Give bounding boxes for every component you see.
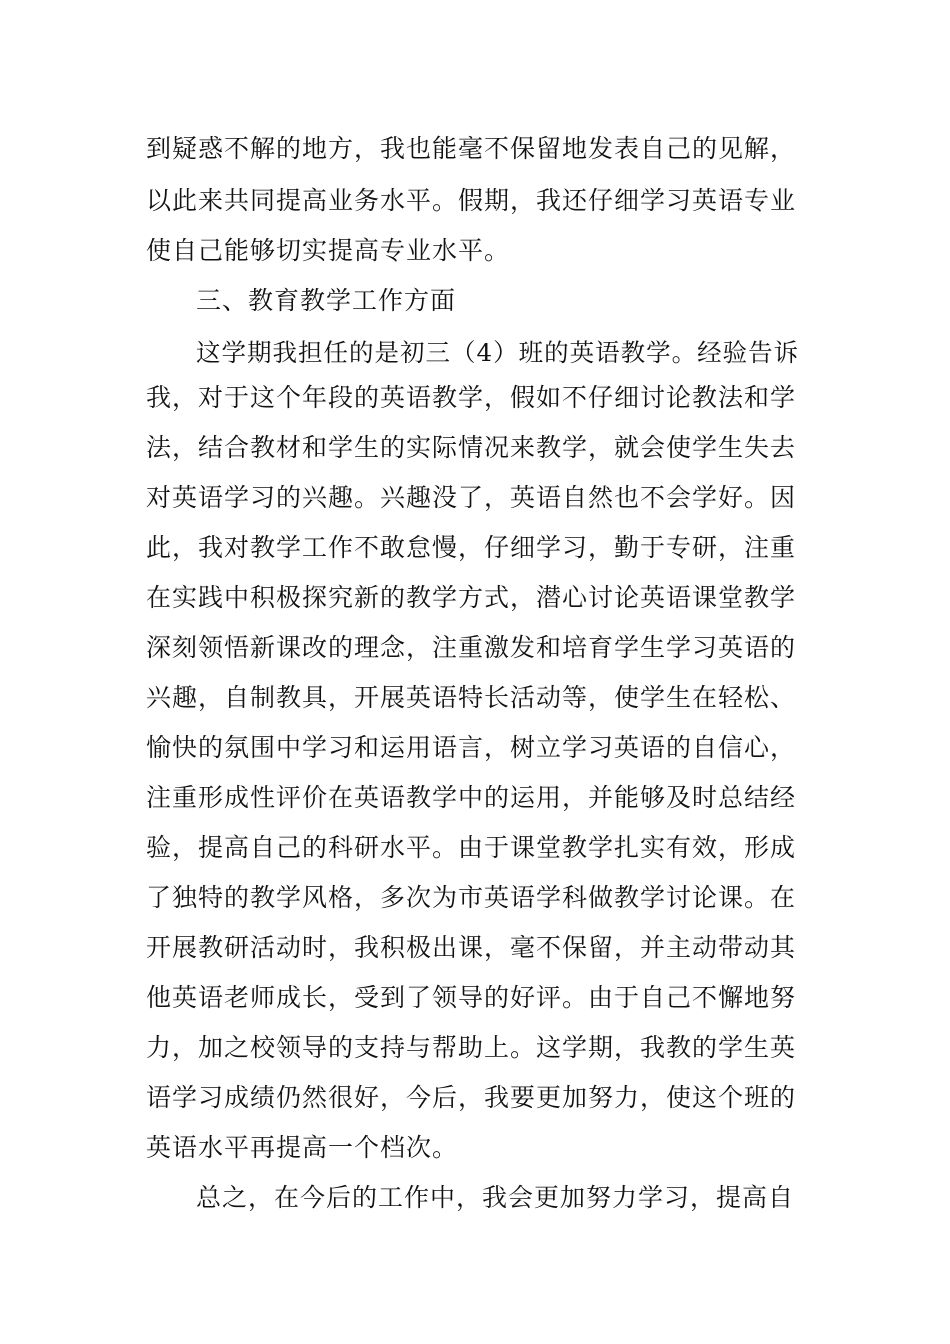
text-line: 兴趣，自制教具，开展英语特长活动等，使学生在轻松、 xyxy=(146,683,797,712)
text-line: 验，提高自己的科研水平。由于课堂教学扎实有效，形成 xyxy=(146,833,797,862)
text-line: 愉快的氛围中学习和运用语言，树立学习英语的自信心， xyxy=(146,733,797,762)
text-line: 注重形成性评价在英语教学中的运用，并能够及时总结经 xyxy=(146,783,797,812)
text-line: 力，加之校领导的支持与帮助上。这学期，我教的学生英 xyxy=(146,1033,797,1062)
text-line: 了独特的教学风格，多次为市英语学科做教学讨论课。在 xyxy=(146,883,797,912)
text-line: 法，结合教材和学生的实际情况来教学，就会使学生失去 xyxy=(146,433,797,462)
text-line: 在实践中积极探究新的教学方式，潜心讨论英语课堂教学 xyxy=(146,583,797,612)
text-line: 使自己能够切实提高专业水平。 xyxy=(146,236,511,265)
text-line: 深刻领悟新课改的理念，注重激发和培育学生学习英语的 xyxy=(146,633,797,662)
text-line: 到疑惑不解的地方，我也能毫不保留地发表自己的见解， xyxy=(146,134,797,163)
text-line: 开展教研活动时，我积极出课，毫不保留，并主动带动其 xyxy=(146,933,797,962)
section-heading: 三、教育教学工作方面 xyxy=(196,286,457,315)
text-line: 总之，在今后的工作中，我会更加努力学习，提高自 xyxy=(196,1183,795,1212)
text-line: 他英语老师成长，受到了领导的好评。由于自己不懈地努 xyxy=(146,983,797,1012)
text-line: 对英语学习的兴趣。兴趣没了，英语自然也不会学好。因 xyxy=(146,483,797,512)
text-line: 以此来共同提高业务水平。假期，我还仔细学习英语专业 xyxy=(146,186,797,215)
text-line: 此，我对教学工作不敢怠慢，仔细学习，勤于专研，注重 xyxy=(146,533,797,562)
text-line: 我，对于这个年段的英语教学，假如不仔细讨论教法和学 xyxy=(146,383,797,412)
text-line: 英语水平再提高一个档次。 xyxy=(146,1133,459,1162)
text-line: 这学期我担任的是初三（4）班的英语教学。经验告诉 xyxy=(196,338,800,367)
text-line: 语学习成绩仍然很好，今后，我要更加努力，使这个班的 xyxy=(146,1083,797,1112)
